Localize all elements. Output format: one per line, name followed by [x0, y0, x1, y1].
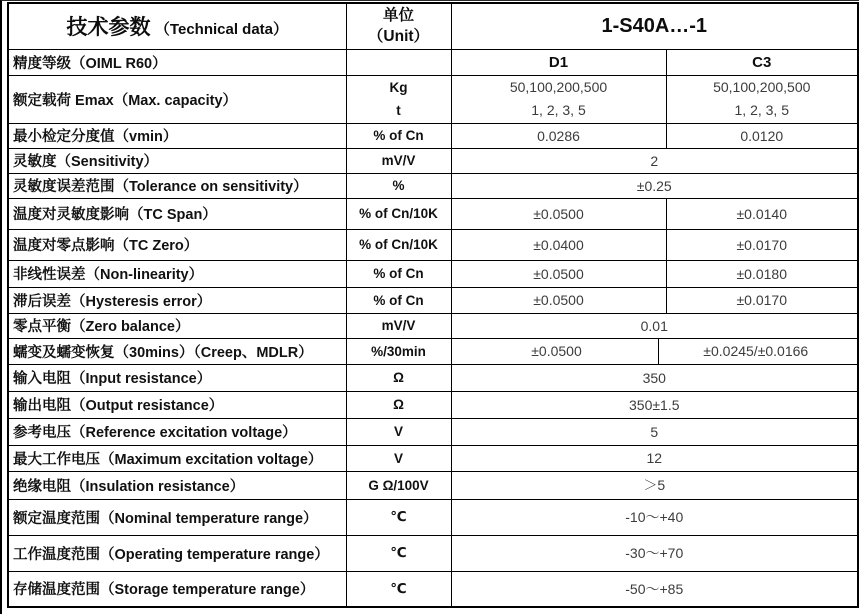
storage-temp-unit: ℃: [346, 571, 451, 607]
creep-values: [451, 338, 858, 364]
output-resistance-value: 350±1.5: [451, 391, 858, 418]
non-linearity-label: 非线性误差（Non-linearity）: [8, 260, 346, 287]
non-linearity-d1: ±0.0500: [451, 260, 666, 287]
max-voltage-unit: V: [346, 445, 451, 471]
tc-span-unit: % of Cn/10K: [346, 198, 451, 229]
table-row-input-resistance: [8, 364, 858, 391]
non-linearity-c3: ±0.0180: [666, 260, 858, 287]
sensitivity-value: 2: [451, 148, 858, 173]
capacity-unit-t: t: [396, 103, 401, 118]
creep-unit: %/30min: [346, 338, 451, 364]
table-row-operating-temp: [8, 535, 858, 571]
vmin-unit: % of Cn: [346, 123, 451, 148]
capacity-d1-kg: 50,100,200,500: [509, 79, 608, 95]
reference-voltage-label: 参考电压（Reference excitation voltage）: [8, 418, 346, 445]
hysteresis-d1: ±0.0500: [451, 287, 666, 313]
capacity-d1-t: 1, 2, 3, 5: [531, 102, 586, 118]
non-linearity-unit: % of Cn: [346, 260, 451, 287]
capacity-c3-kg: 50,100,200,500: [713, 79, 811, 95]
technical-data-table: [7, 2, 859, 608]
tolerance-value: ±0.25: [451, 173, 858, 198]
table-row-non-linearity: [8, 260, 858, 287]
insulation-value: ＞5: [451, 471, 858, 499]
creep-d1: ±0.0500: [456, 339, 659, 364]
table-row-output-resistance: [8, 391, 858, 418]
tc-span-d1: ±0.0500: [451, 198, 666, 229]
table-row-vmin: [8, 123, 858, 148]
table-row-insulation: [8, 471, 858, 499]
nominal-temp-label: 额定温度范围（Nominal temperature range）: [8, 499, 346, 535]
header-technical-data: [8, 3, 346, 49]
max-voltage-label: 最大工作电压（Maximum excitation voltage）: [8, 445, 346, 471]
header-unit-cn: 单位: [382, 7, 414, 25]
reference-voltage-unit: V: [346, 418, 451, 445]
zero-balance-value: 0.01: [451, 313, 858, 338]
output-resistance-unit: Ω: [346, 391, 451, 418]
operating-temp-label: 工作温度范围（Operating temperature range）: [8, 535, 346, 571]
header-unit-en: （Unit）: [367, 28, 430, 46]
table-row-storage-temp: [8, 571, 858, 607]
table-row-max-voltage: [8, 445, 858, 471]
tc-span-label: 温度对灵敏度影响（TC Span）: [8, 198, 346, 229]
operating-temp-unit: ℃: [346, 535, 451, 571]
grade-d1: D1: [451, 49, 666, 75]
input-resistance-value: 350: [451, 364, 858, 391]
nominal-temp-unit: ℃: [346, 499, 451, 535]
storage-temp-label: 存储温度范围（Storage temperature range）: [8, 571, 346, 607]
insulation-label: 绝缘电阻（Insulation resistance）: [8, 471, 346, 499]
capacity-label: 额定载荷 Emax（Max. capacity）: [8, 75, 346, 123]
table-row-reference-voltage: [8, 418, 858, 445]
grade-label: 精度等级（OIML R60）: [8, 49, 346, 75]
tolerance-unit: %: [346, 173, 451, 198]
grade-unit: [346, 49, 451, 75]
table-row-tolerance: [8, 173, 858, 198]
table-row-header: [8, 3, 858, 49]
sensitivity-unit: mV/V: [346, 148, 451, 173]
capacity-unit: [346, 75, 451, 123]
tc-zero-label: 温度对零点影响（TC Zero）: [8, 229, 346, 260]
output-resistance-label: 输出电阻（Output resistance）: [8, 391, 346, 418]
tolerance-label: 灵敏度误差范围（Tolerance on sensitivity）: [8, 173, 346, 198]
tc-span-c3: ±0.0140: [666, 198, 858, 229]
sensitivity-label: 灵敏度（Sensitivity）: [8, 148, 346, 173]
hysteresis-unit: % of Cn: [346, 287, 451, 313]
hysteresis-c3: ±0.0170: [666, 287, 858, 313]
max-voltage-value: 12: [451, 445, 858, 471]
table-row-creep: [8, 338, 858, 364]
tc-zero-d1: ±0.0400: [451, 229, 666, 260]
capacity-unit-kg: Kg: [389, 80, 408, 95]
table-row-hysteresis: [8, 287, 858, 313]
tc-zero-unit: % of Cn/10K: [346, 229, 451, 260]
capacity-c3-t: 1, 2, 3, 5: [734, 102, 789, 118]
storage-temp-value: -50～+85: [451, 571, 858, 607]
operating-temp-value: -30～+70: [451, 535, 858, 571]
nominal-temp-value: -10～+40: [451, 499, 858, 535]
creep-c3: ±0.0245/±0.0166: [703, 343, 809, 359]
header-technical-data-en: （Technical data）: [154, 21, 289, 39]
grade-c3: C3: [666, 49, 858, 75]
tc-zero-c3: ±0.0170: [666, 229, 858, 260]
table-row-grade: [8, 49, 858, 75]
header-model: 1-S40A…-1: [451, 3, 858, 49]
zero-balance-label: 零点平衡（Zero balance）: [8, 313, 346, 338]
table-row-sensitivity: [8, 148, 858, 173]
header-unit: [346, 3, 451, 49]
reference-voltage-value: 5: [451, 418, 858, 445]
vmin-c3: 0.0120: [666, 123, 858, 148]
table-row-nominal-temp: [8, 499, 858, 535]
table-row-capacity: [8, 75, 858, 123]
insulation-unit: G Ω/100V: [346, 471, 451, 499]
capacity-c3: [666, 75, 858, 123]
header-technical-data-cn: 技术参数: [66, 16, 151, 40]
creep-split: [456, 339, 854, 364]
zero-balance-unit: mV/V: [346, 313, 451, 338]
vmin-d1: 0.0286: [451, 123, 666, 148]
table-row-zero-balance: [8, 313, 858, 338]
capacity-d1: [451, 75, 666, 123]
table-row-tc-span: [8, 198, 858, 229]
table-row-tc-zero: [8, 229, 858, 260]
input-resistance-label: 输入电阻（Input resistance）: [8, 364, 346, 391]
vmin-label: 最小检定分度值（vmin）: [8, 123, 346, 148]
creep-label: 蠕变及蠕变恢复（30mins）（Creep、MDLR）: [8, 338, 346, 364]
input-resistance-unit: Ω: [346, 364, 451, 391]
hysteresis-label: 滞后误差（Hysteresis error）: [8, 287, 346, 313]
